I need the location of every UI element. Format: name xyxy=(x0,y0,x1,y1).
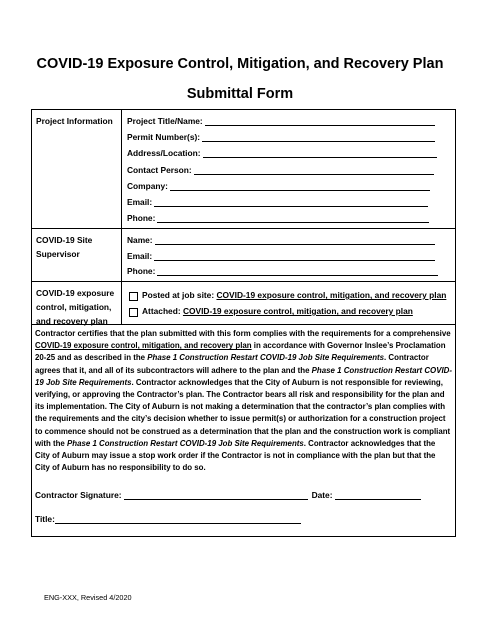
fill-line xyxy=(154,197,428,207)
fill-line xyxy=(157,266,438,276)
text: . Contractor agrees that it, and all of its subcontractors will adhere to the plan and the xyxy=(35,353,429,375)
signature-row xyxy=(35,490,421,500)
field-label: Name: xyxy=(127,235,153,245)
title-row xyxy=(35,514,301,524)
contact-person-field[interactable] xyxy=(127,165,434,175)
field-label: Phone: xyxy=(127,213,156,223)
fill-line xyxy=(205,116,435,126)
plan-link[interactable]: COVID-19 exposure control, mitigation, and recovery plan xyxy=(35,341,252,351)
requirements-reference: Phase 1 Construction Restart COVID-19 Job Site Requirements xyxy=(35,365,452,387)
fill-line xyxy=(194,165,434,175)
field-label: Address/Location: xyxy=(127,148,201,158)
row-divider xyxy=(32,281,455,282)
date-label: Date: xyxy=(311,490,333,500)
supervisor-phone-field[interactable] xyxy=(127,266,438,276)
text: in accordance with Governor Inslee’s Proclamation 20-25 and as described in the xyxy=(35,341,446,363)
form-title: COVID-19 Exposure Control, Mitigation, and Recovery Plan xyxy=(36,56,444,72)
signature-field[interactable] xyxy=(124,490,308,500)
column-divider xyxy=(121,110,122,324)
attached-option[interactable] xyxy=(129,306,413,316)
text: Contractor certifies that the plan submitted with this form complies with the requirements for a comprehensive xyxy=(35,329,451,338)
plan-link[interactable]: COVID-19 exposure control, mitigation, and recovery plan xyxy=(216,290,447,300)
title-label: Title: xyxy=(35,514,55,524)
text: . Contractor acknowledges that the City of Auburn may issue a stop work order if the Contractor is not in compliance with the plan but that the City of Auburn has no responsibility to do so. xyxy=(35,438,436,473)
title-field[interactable] xyxy=(55,514,301,524)
fill-line xyxy=(170,181,430,191)
permit-number-field[interactable] xyxy=(127,132,435,142)
plan-label: COVID-19 exposure control, mitigation, and recovery plan xyxy=(36,288,115,326)
option-label: Posted at job site: xyxy=(142,290,217,300)
posted-checkbox[interactable] xyxy=(129,292,138,301)
requirements-reference: Phase 1 Construction Restart COVID-19 Job Site Requirements xyxy=(147,353,385,363)
certification-paragraph xyxy=(35,328,452,474)
fill-line xyxy=(202,132,435,142)
option-label: Attached: xyxy=(142,306,183,316)
field-label: Email: xyxy=(127,251,153,261)
email-field[interactable] xyxy=(127,197,428,207)
project-title-field[interactable] xyxy=(127,116,435,126)
field-label: Company: xyxy=(127,181,168,191)
field-label: Contact Person: xyxy=(127,165,192,175)
fill-line xyxy=(155,235,435,245)
project-info-label: Project Information xyxy=(36,116,113,126)
fill-line xyxy=(154,251,435,261)
phone-field[interactable] xyxy=(127,213,429,223)
plan-link[interactable]: COVID-19 exposure control, mitigation, and recovery plan xyxy=(182,306,413,316)
requirements-reference: Phase 1 Construction Restart COVID-19 Job Site Requirements xyxy=(67,438,304,448)
supervisor-name-field[interactable] xyxy=(127,235,435,245)
row-divider xyxy=(32,228,455,229)
field-label: Permit Number(s): xyxy=(127,132,201,142)
fill-line xyxy=(203,148,437,158)
revision-footer: ENG-XXX, Revised 4/2020 xyxy=(44,593,132,602)
supervisor-email-field[interactable] xyxy=(127,251,435,261)
address-field[interactable] xyxy=(127,148,437,158)
company-field[interactable] xyxy=(127,181,430,191)
submittal-table xyxy=(31,109,456,537)
signature-label: Contractor Signature: xyxy=(35,490,122,500)
fill-line xyxy=(157,213,429,223)
date-field[interactable] xyxy=(335,490,421,500)
site-supervisor-label: COVID-19 Site Supervisor xyxy=(36,235,93,259)
attached-checkbox[interactable] xyxy=(129,308,138,317)
posted-option[interactable] xyxy=(129,290,446,300)
text: . Contractor acknowledges that the City of Auburn is not responsible for reviewing, verifying, or approving the Contractor’s plan. The Contractor bears all risk and responsibility for the plan and its implementation. The City of Auburn is not making a determination that the contractor’s plan complies with the requirements and the city’s decision whether to issue permit(s) or authorization for a construction project to commence should not be construed as a determination that the plan and the construction work is compliant with the xyxy=(35,377,451,448)
form-subtitle: Submittal Form xyxy=(186,86,294,102)
field-label: Phone: xyxy=(127,266,156,276)
field-label: Email: xyxy=(127,197,153,207)
field-label: Project Title/Name: xyxy=(127,116,203,126)
